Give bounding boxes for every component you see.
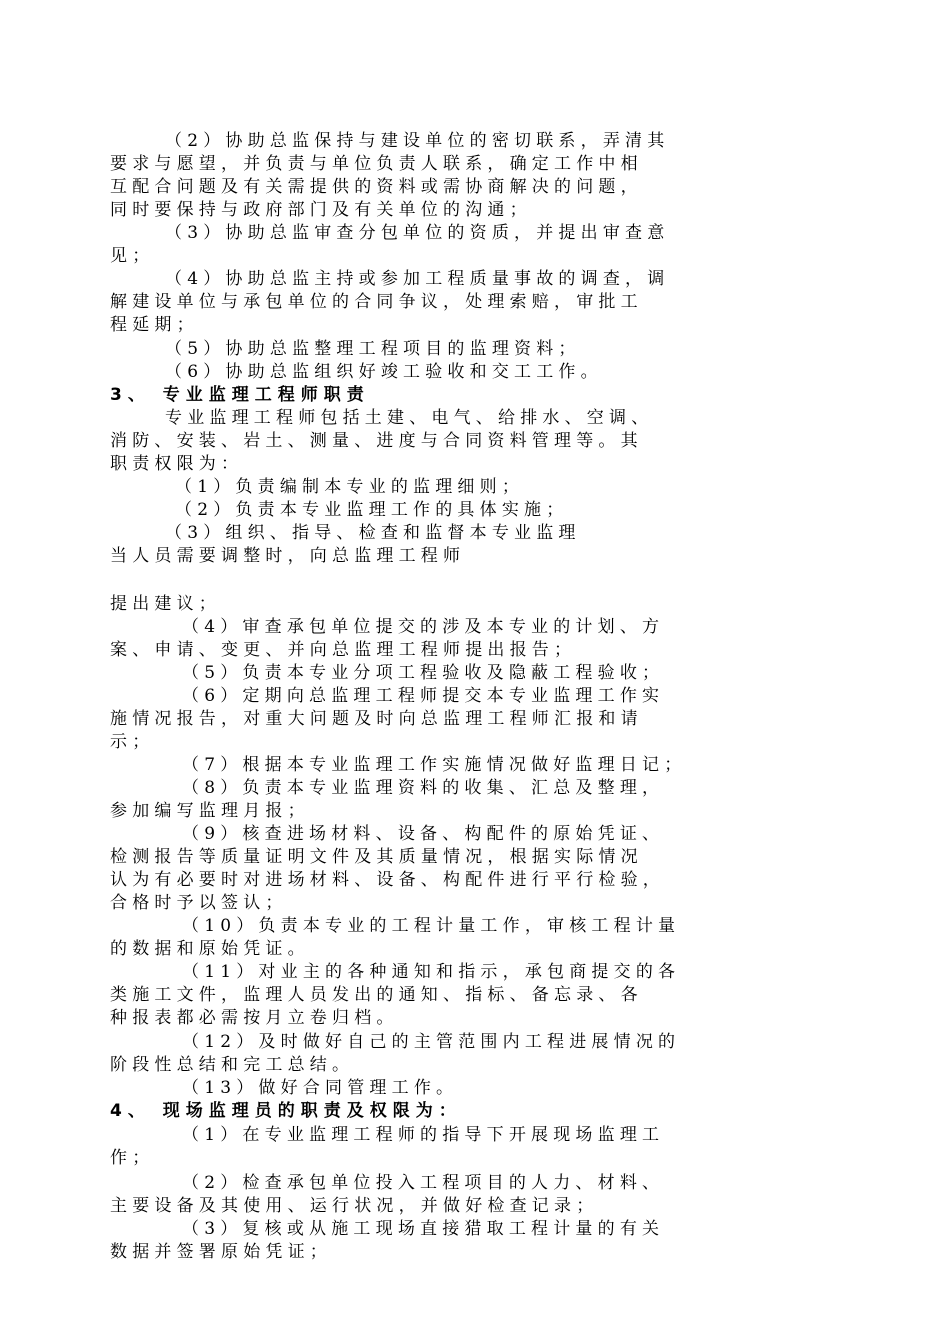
text-line: 阶段性总结和完工总结。 [110, 1055, 355, 1075]
text-line: 施情况报告，对重大问题及时向总监理工程师汇报和请 [110, 709, 643, 729]
text-line: （13）做好合同管理工作。 [182, 1078, 459, 1098]
text-line: 要求与愿望，并负责与单位负责人联系，确定工作中相 [110, 154, 643, 174]
text-line: 作； [110, 1148, 155, 1168]
text-line: （3）协助总监审查分包单位的资质，并提出审查意 [165, 223, 670, 243]
text-line: （5）协助总监整理工程项目的监理资料； [165, 339, 581, 359]
text-line: 主要设备及其使用、运行状况，并做好检查记录； [110, 1196, 599, 1216]
text-line: （11）对业主的各种通知和指示，承包商提交的各 [182, 962, 681, 982]
text-line: （4）审查承包单位提交的涉及本专业的计划、方 [182, 617, 665, 637]
text-line: （12）及时做好自己的主管范围内工程进展情况的 [182, 1032, 681, 1052]
text-line: （4）协助总监主持或参加工程质量事故的调查，调 [165, 269, 670, 289]
text-line: （2）负责本专业监理工作的具体实施； [175, 500, 569, 520]
text-line: 认为有必要时对进场材料、设备、构配件进行平行检验， [110, 870, 665, 890]
text-line: （3）组织、指导、检查和监督本专业监理 [165, 523, 581, 543]
text-line: 程延期； [110, 315, 199, 335]
text-line: （2）协助总监保持与建设单位的密切联系，弄清其 [165, 131, 670, 151]
text-line: 数据并签署原始凭证； [110, 1242, 332, 1262]
text-line: （6）协助总监组织好竣工验收和交工工作。 [165, 362, 603, 382]
text-line: 的数据和原始凭证。 [110, 939, 310, 959]
text-line: 检测报告等质量证明文件及其质量情况，根据实际情况 [110, 847, 643, 867]
text-line: （3）复核或从施工现场直接猎取工程计量的有关 [182, 1219, 665, 1239]
text-line: （9）核查进场材料、设备、构配件的原始凭证、 [182, 824, 665, 844]
text-line: 提出建议； [110, 594, 221, 614]
text-line: （7）根据本专业监理工作实施情况做好监理日记； [182, 755, 687, 775]
text-line: 同时要保持与政府部门及有关单位的沟通； [110, 200, 532, 220]
text-line: 合格时予以签认； [110, 893, 288, 913]
text-line: 种报表都必需按月立卷归档。 [110, 1008, 399, 1028]
text-line: 互配合问题及有关需提供的资料或需协商解决的问题， [110, 177, 643, 197]
text-line: 解建设单位与承包单位的合同争议，处理索赔，审批工 [110, 292, 643, 312]
text-line: （5）负责本专业分项工程验收及隐蔽工程验收； [182, 663, 665, 683]
text-line: 参加编写监理月报； [110, 801, 310, 821]
section-heading: 4、 现场监理员的职责及权限为： [110, 1101, 462, 1121]
text-line: 当人员需要调整时，向总监理工程师 [110, 546, 466, 566]
text-line: （6）定期向总监理工程师提交本专业监理工作实 [182, 686, 665, 706]
text-line: （1）在专业监理工程师的指导下开展现场监理工 [182, 1125, 665, 1145]
text-line: 专业监理工程师包括土建、电气、给排水、空调、 [165, 408, 654, 428]
text-line: 案、申请、变更、并向总监理工程师提出报告； [110, 640, 577, 660]
text-line: 职责权限为： [110, 454, 244, 474]
section-heading: 3、 专业监理工程师职责 [110, 385, 370, 405]
text-line: （8）负责本专业监理资料的收集、汇总及整理， [182, 778, 665, 798]
text-line: （1）负责编制本专业的监理细则； [175, 477, 525, 497]
text-line: 示； [110, 732, 155, 752]
text-line: 见； [110, 246, 155, 266]
text-line: （2）检查承包单位投入工程项目的人力、材料、 [182, 1173, 665, 1193]
text-line: （10）负责本专业的工程计量工作，审核工程计量 [182, 916, 681, 936]
text-line: 消防、安装、岩土、测量、进度与合同资料管理等。其 [110, 431, 643, 451]
text-line: 类施工文件，监理人员发出的通知、指标、备忘录、各 [110, 985, 643, 1005]
